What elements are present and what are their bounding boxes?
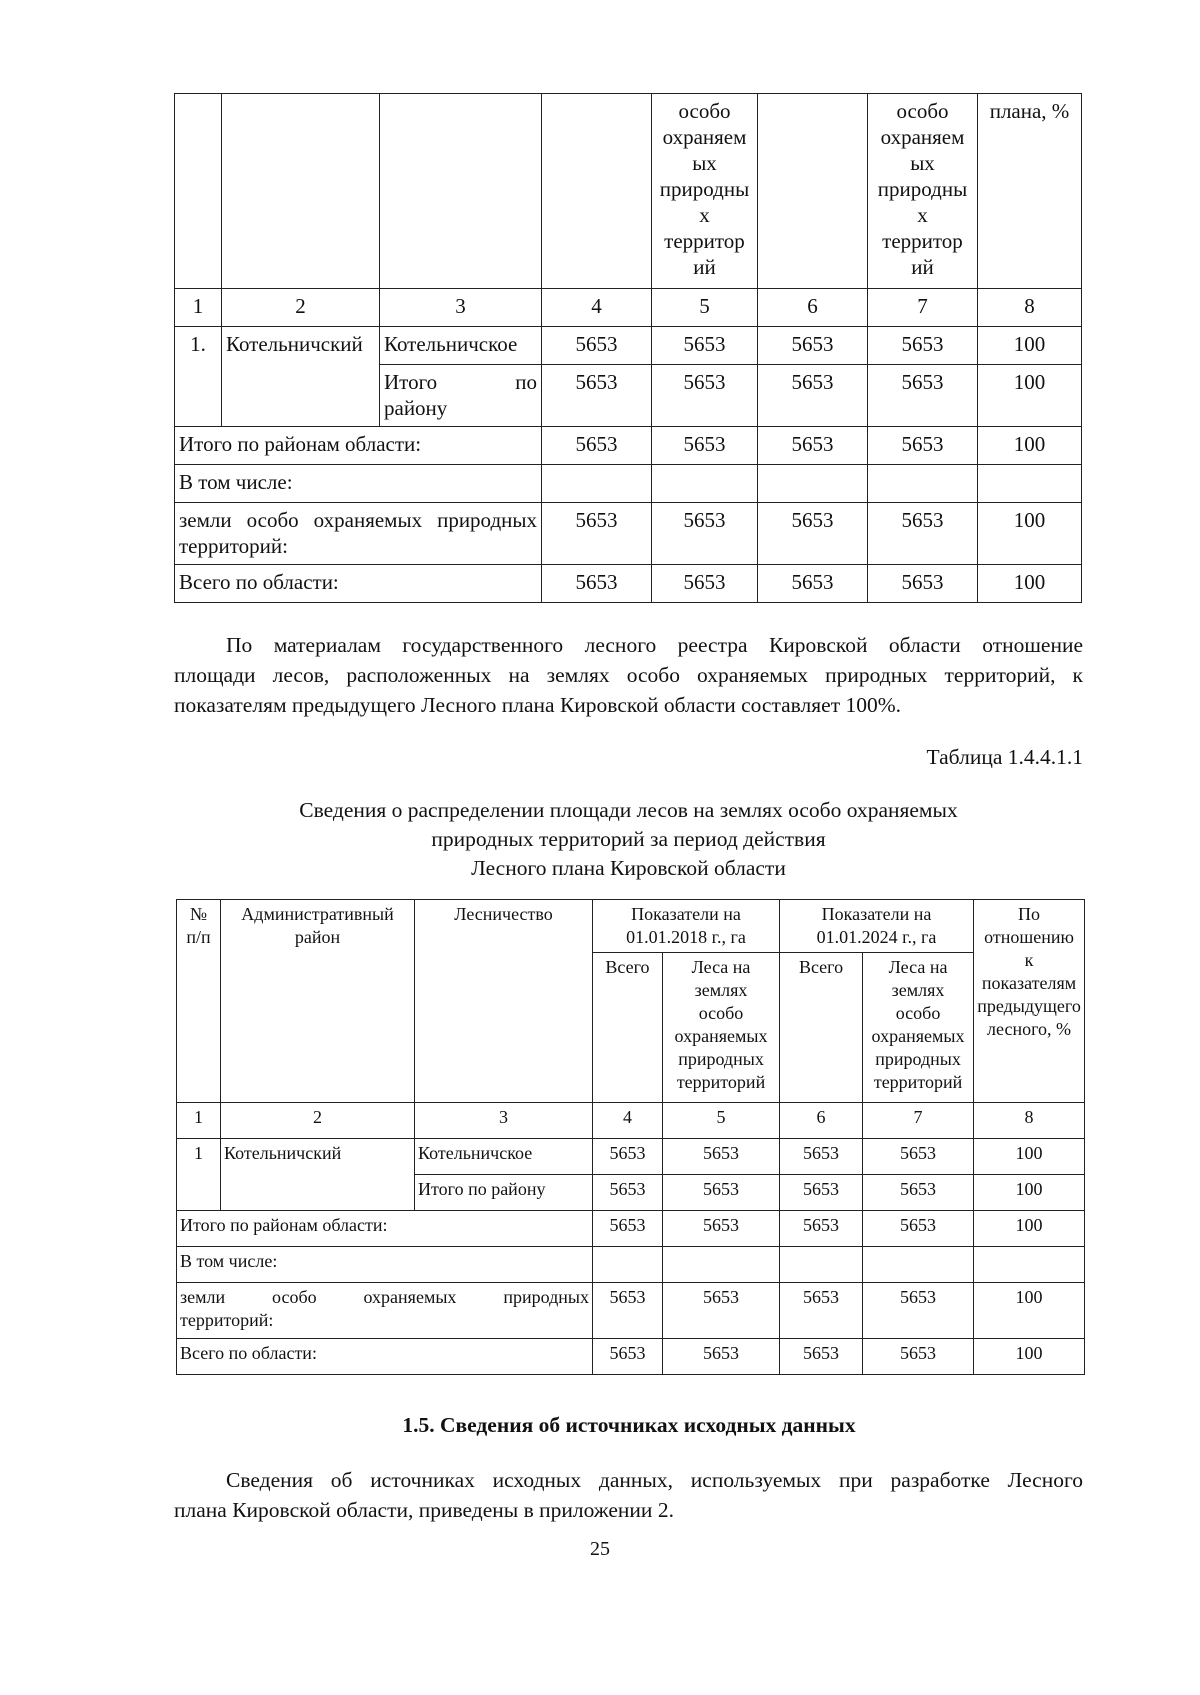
- table1-row2-forestry: Итого по району: [380, 365, 542, 427]
- table-title: Сведения о распределении площади лесов на землях особо охраняемых природных территорий за период действия Лесного плана Кировской области: [299, 798, 958, 880]
- table2-header-ratio: По отношению к показателям предыдущего лесного, %: [974, 900, 1085, 1103]
- table-row: В том числе:: [177, 1247, 1085, 1283]
- table-forest-distribution: [176, 899, 1085, 1375]
- table-row: Итого по району 5653 5653 5653 5653 100: [175, 365, 1082, 427]
- table2-header-num: № п/п: [177, 900, 221, 1103]
- table-label: Таблица 1.4.4.1.1: [926, 745, 1083, 769]
- table-row: 1. Котельничский Котельничское 5653 5653 5653 5653 100: [175, 327, 1082, 365]
- table2-header-period2: Показатели на 01.01.2024 г., га: [780, 900, 974, 953]
- page-number: 25: [590, 1538, 610, 1560]
- table-row: Итого по району 5653 5653 5653 5653 100: [177, 1175, 1085, 1211]
- table1-protected-label: земли особо охраняемых природных территорий:: [175, 503, 542, 565]
- table2-protected-label: земли особо охраняемых природных территорий:: [177, 1283, 593, 1339]
- paragraph-sources: Сведения об источниках исходных данных, используемых при разработке Лесного плана Кировской области, приведены в приложении 2.: [174, 1468, 1083, 1522]
- table-row: 1 Котельничский Котельничское 5653 5653 5653 5653 100: [177, 1139, 1085, 1175]
- table1-header-col5: особо охраняем ых природны х территор ий: [652, 94, 758, 289]
- table2-header-protected-2: Леса на землях особо охраняемых природных территорий: [863, 953, 974, 1103]
- table-continuation: [174, 93, 1082, 603]
- table-row: земли особо охраняемых природных территорий: 5653 5653 5653 5653 100: [177, 1283, 1085, 1339]
- paragraph-forest-ratio: По материалам государственного лесного реестра Кировской области отношение площади лесов, расположенных на землях особо охраняемых природных территорий, к показателям предыдущего Лесного плана Кировской области составляет 100%.: [174, 633, 1083, 717]
- table2-colnum-row: 1 2 3 4 5 6 7 8: [177, 1103, 1085, 1139]
- table2-header-district: Административный район: [221, 900, 415, 1103]
- table2-header-row: [177, 900, 1085, 953]
- table-row: земли особо охраняемых природных территорий: 5653 5653 5653 5653 100: [175, 503, 1082, 565]
- table1-header-col8: плана, %: [978, 94, 1082, 289]
- table1-header-row: [175, 94, 1082, 289]
- table1-colnum-row: 1 2 3 4 5 6 7 8: [175, 289, 1082, 327]
- table-row: В том числе:: [175, 465, 1082, 503]
- table2-subheader-row: Всего Леса на землях особо охраняемых природных территорий Всего Леса на землях особо охраняемых природных территорий: [177, 953, 1085, 1103]
- table-row: Итого по районам области: 5653 5653 5653 5653 100: [175, 427, 1082, 465]
- section-heading: 1.5. Сведения об источниках исходных данных: [402, 1413, 856, 1437]
- table1-header-col7: особо охраняем ых природны х территор ий: [868, 94, 978, 289]
- table2-header-period1: Показатели на 01.01.2018 г., га: [593, 900, 780, 953]
- table-row: Всего по области: 5653 5653 5653 5653 100: [177, 1339, 1085, 1375]
- table2-header-protected-1: Леса на землях особо охраняемых природных территорий: [663, 953, 780, 1103]
- table2-header-forestry: Лесничество: [415, 900, 593, 1103]
- table-row: Итого по районам области: 5653 5653 5653 5653 100: [177, 1211, 1085, 1247]
- table-row: Всего по области: 5653 5653 5653 5653 100: [175, 565, 1082, 603]
